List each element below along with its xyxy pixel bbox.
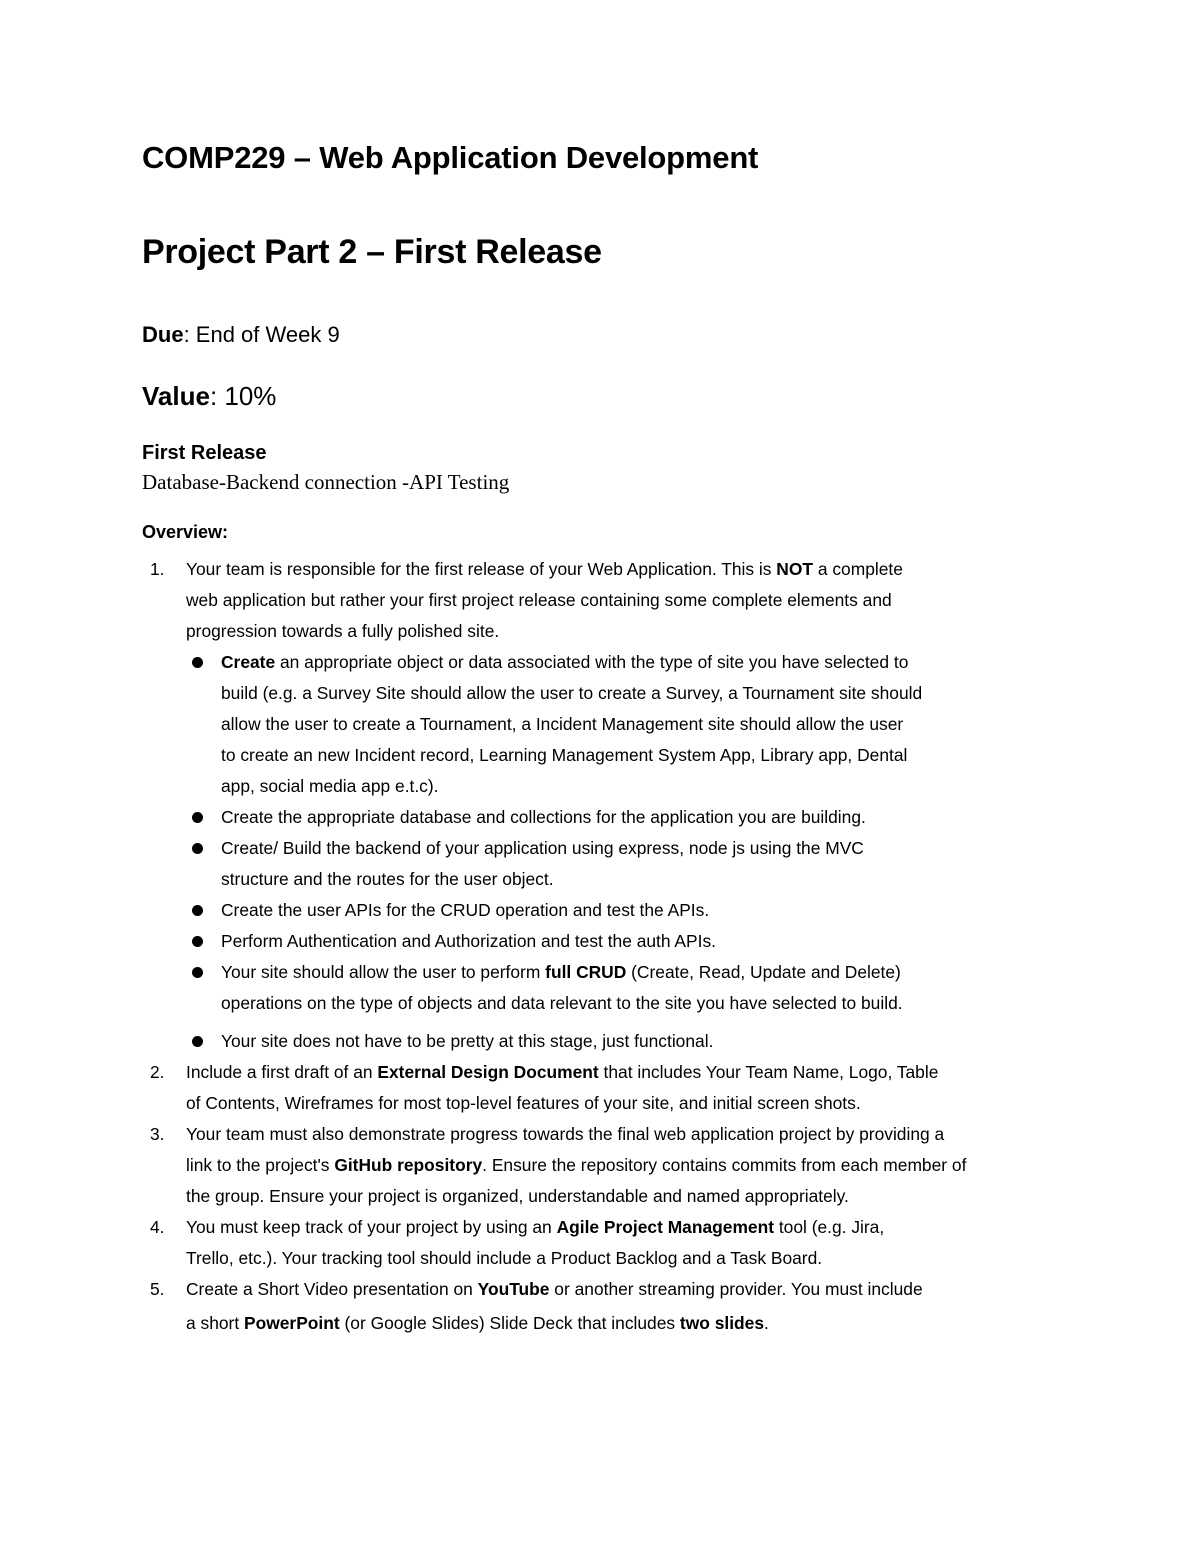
due-separator: : bbox=[183, 322, 196, 347]
list-number-3: 3. bbox=[150, 1124, 165, 1144]
item1-line1 bbox=[186, 558, 903, 580]
item5-text: (or Google Slides) Slide Deck that includes bbox=[339, 1313, 680, 1333]
list-number-1: 1. bbox=[150, 559, 165, 579]
item5-line2 bbox=[186, 1312, 769, 1334]
item5-line1 bbox=[186, 1278, 923, 1300]
item5-text: Create a Short Video presentation on bbox=[186, 1279, 478, 1299]
item1-line2: web application but rather your first project release containing some complete elements and bbox=[186, 590, 892, 610]
value-separator: : bbox=[209, 381, 225, 411]
item1-text: Your team is responsible for the first release of your Web Application. This is bbox=[186, 559, 777, 579]
item2-line2: of Contents, Wireframes for most top-level features of your site, and initial screen shots. bbox=[186, 1093, 861, 1113]
bullet-dot bbox=[192, 967, 203, 978]
overview-heading: Overview: bbox=[142, 522, 229, 542]
bullet6-text: Your site should allow the user to perform bbox=[221, 962, 546, 982]
bullet3-line1: Create/ Build the backend of your application using express, node js using the MVC bbox=[221, 838, 864, 858]
bullet2-line1: Create the appropriate database and collections for the application you are building. bbox=[221, 807, 866, 827]
value-label: Value bbox=[142, 381, 210, 411]
item4-emphasis-agile-project-management: Agile Project Management bbox=[556, 1217, 774, 1237]
list-number-5: 5. bbox=[150, 1279, 165, 1299]
project-title: Project Part 2 – First Release bbox=[142, 233, 602, 271]
item4-line2: Trello, etc.). Your tracking tool should include a Product Backlog and a Task Board. bbox=[186, 1248, 823, 1268]
bullet-dot bbox=[192, 936, 203, 947]
item5-text: or another streaming provider. You must include bbox=[549, 1279, 923, 1299]
item3-line3: the group. Ensure your project is organized, understandable and named appropriately. bbox=[186, 1186, 849, 1206]
item5-emphasis-powerpoint: PowerPoint bbox=[244, 1313, 340, 1333]
bullet1-line2: build (e.g. a Survey Site should allow the user to create a Survey, a Tournament site should bbox=[221, 683, 923, 703]
item3-line2 bbox=[186, 1154, 966, 1176]
value-line bbox=[142, 381, 276, 412]
item2-line1 bbox=[186, 1061, 938, 1083]
list-number-2: 2. bbox=[150, 1062, 165, 1082]
item2-emphasis-external-design-document: External Design Document bbox=[377, 1062, 599, 1082]
due-label: Due bbox=[142, 322, 184, 347]
bullet-dot bbox=[192, 905, 203, 916]
bullet-dot bbox=[192, 843, 203, 854]
item3-text: . Ensure the repository contains commits from each member of bbox=[482, 1155, 967, 1175]
bullet7-line1: Your site does not have to be pretty at this stage, just functional. bbox=[221, 1031, 714, 1051]
item1-line3: progression towards a fully polished site. bbox=[186, 621, 500, 641]
item1-emphasis-not: NOT bbox=[776, 559, 814, 579]
bullet6-text: (Create, Read, Update and Delete) bbox=[626, 962, 901, 982]
bullet6-line2: operations on the type of objects and data relevant to the site you have selected to build. bbox=[221, 993, 903, 1013]
bullet-dot bbox=[192, 657, 203, 668]
item5-emphasis-two-slides: two slides bbox=[679, 1313, 764, 1333]
item5-emphasis-youtube: YouTube bbox=[477, 1279, 550, 1299]
release-subtitle: Database-Backend connection -API Testing bbox=[142, 470, 510, 494]
bullet6-line1 bbox=[221, 961, 901, 983]
item3-emphasis-github-repository: GitHub repository bbox=[334, 1155, 483, 1175]
bullet5-line1: Perform Authentication and Authorization and test the auth APIs. bbox=[221, 931, 716, 951]
item1-text: a complete bbox=[813, 559, 903, 579]
list-number-4: 4. bbox=[150, 1217, 165, 1237]
item4-text: tool (e.g. Jira, bbox=[774, 1217, 885, 1237]
bullet1-line5: app, social media app e.t.c). bbox=[221, 776, 439, 796]
bullet1-text: an appropriate object or data associated with the type of site you have selected to bbox=[275, 652, 909, 672]
item4-line1 bbox=[186, 1216, 884, 1238]
bullet1-line1 bbox=[221, 651, 908, 673]
bullet1-emphasis-create: Create bbox=[221, 652, 276, 672]
item3-line1: Your team must also demonstrate progress towards the final web application project by providing a bbox=[186, 1124, 945, 1144]
bullet3-line2: structure and the routes for the user object. bbox=[221, 869, 554, 889]
item4-text: You must keep track of your project by using an bbox=[186, 1217, 557, 1237]
due-line bbox=[142, 322, 340, 348]
item3-text: link to the project's bbox=[186, 1155, 335, 1175]
value-amount: 10% bbox=[224, 381, 277, 411]
bullet1-line3: allow the user to create a Tournament, a Incident Management site should allow the user bbox=[221, 714, 904, 734]
bullet6-emphasis-full-crud: full CRUD bbox=[545, 962, 627, 982]
release-heading: First Release bbox=[142, 442, 267, 464]
due-value: End of Week 9 bbox=[195, 322, 340, 347]
item5-text: a short bbox=[186, 1313, 244, 1333]
bullet1-line4: to create an new Incident record, Learning Management System App, Library app, Dental bbox=[221, 745, 908, 765]
bullet4-line1: Create the user APIs for the CRUD operation and test the APIs. bbox=[221, 900, 710, 920]
bullet-dot bbox=[192, 812, 203, 823]
bullet-dot bbox=[192, 1036, 203, 1047]
item5-text: . bbox=[764, 1313, 769, 1333]
course-title: COMP229 – Web Application Development bbox=[142, 140, 759, 175]
item2-text: Include a first draft of an bbox=[186, 1062, 378, 1082]
item2-text: that includes Your Team Name, Logo, Table bbox=[598, 1062, 939, 1082]
